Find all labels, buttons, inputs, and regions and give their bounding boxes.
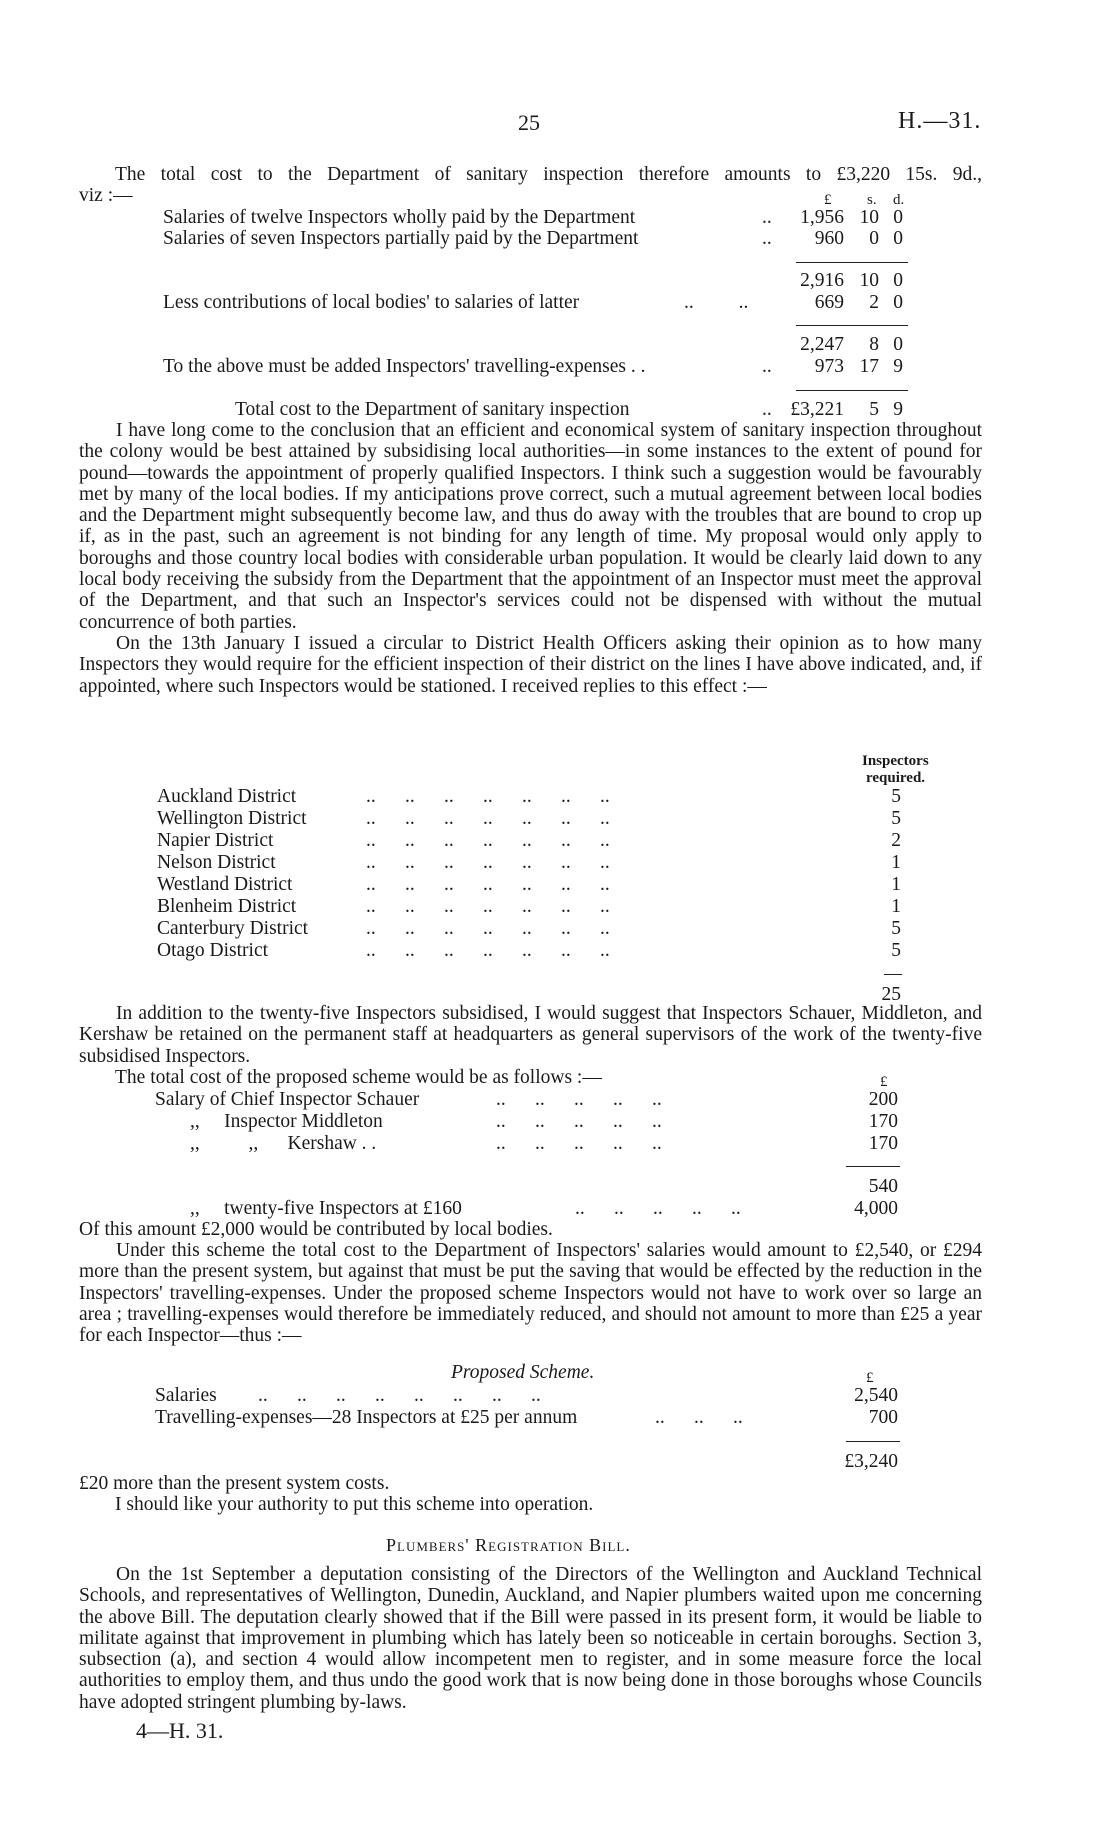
footer-signature: 4—H. 31. bbox=[136, 1718, 224, 1743]
cost-total-pounds: £3,221 bbox=[790, 399, 844, 420]
scheme-leader: .. .. .. .. .. bbox=[496, 1133, 662, 1154]
cost-row-pounds: 1,956 bbox=[800, 207, 844, 228]
proposed-leader: .. .. .. bbox=[655, 1407, 743, 1428]
body-block-3 bbox=[79, 1240, 982, 1346]
district-value: 2 bbox=[891, 830, 901, 851]
scheme-row-label: ,, Inspector Middleton bbox=[190, 1111, 383, 1132]
contribution-line: Of this amount £2,000 would be contributed by local bodies. bbox=[79, 1219, 553, 1240]
cost-row-pounds: 2,247 bbox=[800, 334, 844, 355]
body-block-4 bbox=[79, 1564, 982, 1713]
page-number: 25 bbox=[518, 110, 540, 135]
cost-row-leader: .. .. bbox=[684, 292, 749, 313]
district-value: 1 bbox=[891, 896, 901, 917]
cost-row-pounds: 973 bbox=[814, 356, 844, 377]
proposed-leader: .. .. .. .. .. .. .. .. bbox=[258, 1385, 541, 1406]
cost-row-leader: .. bbox=[762, 207, 772, 228]
proposed-row-label: Salaries bbox=[155, 1385, 217, 1406]
paragraph-plumbers: On the 1st September a deputation consisting of the Directors of the Wellington and Auckland Technical Schools, and representatives of Wellington, Dunedin, Auckland, and Napier plumbers waited upon me concerning the above Bill. The deputation clearly showed that if the Bill were passed in its present form, it would be liable to militate against that improvement in plumbing which has lately been so noticeable in certain boroughs. Section 3, subsection (a), and section 4 would allow incompetent men to register, and in some measure force the local authorities to employ them, and thus undo the good work that is now being done in those boroughs whose Councils have adopted stringent plumbing by-laws. bbox=[79, 1564, 982, 1713]
district-name: Nelson District bbox=[157, 852, 276, 873]
cost-row-pence: 9 bbox=[893, 356, 903, 377]
cost-row-pounds: 960 bbox=[814, 228, 844, 249]
cost-row-label: To the above must be added Inspectors' travelling-expenses . . bbox=[163, 356, 646, 377]
cost-row-pence: 0 bbox=[893, 207, 903, 228]
district-leader: .. .. .. .. .. .. .. bbox=[366, 786, 610, 807]
district-leader: .. .. .. .. .. .. .. bbox=[366, 874, 610, 895]
district-leader: .. .. .. .. .. .. .. bbox=[366, 940, 610, 961]
scheme-leader: .. .. .. .. .. bbox=[575, 1198, 741, 1219]
district-leader: .. .. .. .. .. .. .. bbox=[366, 808, 610, 829]
cost-row-leader: .. bbox=[762, 228, 772, 249]
cost-row-label: Less contributions of local bodies' to salaries of latter bbox=[163, 292, 580, 313]
body-block-2 bbox=[79, 1003, 982, 1067]
cost-rule bbox=[796, 390, 908, 391]
scheme-row-value: 170 bbox=[868, 1133, 898, 1154]
scheme-rule bbox=[846, 1166, 900, 1167]
col-header-pounds: £ bbox=[824, 192, 832, 208]
cost-row-shillings: 10 bbox=[859, 207, 879, 228]
district-value: 5 bbox=[891, 918, 901, 939]
cost-rule bbox=[796, 262, 908, 263]
cost-row-pounds: 669 bbox=[814, 292, 844, 313]
scheme-row-label: ,, ,, Kershaw . . bbox=[190, 1133, 377, 1154]
district-name: Westland District bbox=[157, 874, 293, 895]
districts-total: 25 bbox=[881, 984, 901, 1005]
scheme-leader: .. .. .. .. .. bbox=[496, 1111, 662, 1132]
scheme-row-label: Salary of Chief Inspector Schauer bbox=[155, 1089, 420, 1110]
document-reference: H.—31. bbox=[898, 108, 982, 134]
district-name: Blenheim District bbox=[157, 896, 297, 917]
proposed-currency: £ bbox=[866, 1370, 874, 1386]
scheme-leader: .. .. .. .. .. bbox=[496, 1089, 662, 1110]
col-header-shillings: s. bbox=[867, 192, 877, 208]
district-leader: .. .. .. .. .. .. .. bbox=[366, 830, 610, 851]
col-header-pence: d. bbox=[893, 192, 905, 208]
scheme-row-value: 170 bbox=[868, 1111, 898, 1132]
proposed-row-label: Travelling-expenses—28 Inspectors at £25 per annum bbox=[155, 1407, 578, 1428]
proposed-row-value: 700 bbox=[868, 1407, 898, 1428]
district-name: Napier District bbox=[157, 830, 274, 851]
cost-row-leader: .. bbox=[762, 399, 772, 420]
district-value: 5 bbox=[891, 808, 901, 829]
district-value: 5 bbox=[891, 940, 901, 961]
districts-rule bbox=[884, 974, 902, 975]
cost-row-label: Salaries of twelve Inspectors wholly paid by the Department bbox=[163, 207, 636, 228]
cost-row-pence: 0 bbox=[893, 292, 903, 313]
cost-rule bbox=[796, 325, 908, 326]
proposed-rule bbox=[846, 1441, 900, 1442]
cost-row-label: Salaries of seven Inspectors partially paid by the Department bbox=[163, 228, 639, 249]
proposed-total: £3,240 bbox=[844, 1451, 898, 1472]
intro-viz: viz :— bbox=[79, 185, 133, 206]
cost-row-shillings: 0 bbox=[869, 228, 879, 249]
cost-row-pounds: 2,916 bbox=[800, 270, 844, 291]
district-value: 5 bbox=[891, 786, 901, 807]
district-leader: .. .. .. .. .. .. .. bbox=[366, 896, 610, 917]
scheme-intro: The total cost of the proposed scheme would be as follows :— bbox=[115, 1067, 602, 1088]
scheme-extra-label: ,, twenty-five Inspectors at £160 bbox=[190, 1198, 462, 1219]
cost-row-shillings: 17 bbox=[859, 356, 879, 377]
cost-row-pence: 0 bbox=[893, 270, 903, 291]
district-value: 1 bbox=[891, 874, 901, 895]
district-name: Wellington District bbox=[157, 808, 307, 829]
authority-line: I should like your authority to put this scheme into operation. bbox=[115, 1494, 594, 1515]
paragraph-saving: Under this scheme the total cost to the Department of Inspectors' salaries would amount to £2,540, or £294 more than the present system, but against that must be put the saving that would be effected by the reduction in the Inspectors' travelling-expenses. Under the proposed scheme Inspectors would not have to work over so large an area ; travelling-expenses would therefore be immediately reduced, and should not amount to more than £25 a year for each Inspector—thus :— bbox=[79, 1240, 982, 1347]
cost-total-label: Total cost to the Department of sanitary inspection bbox=[235, 399, 630, 420]
more-line: £20 more than the present system costs. bbox=[79, 1473, 390, 1494]
district-name: Canterbury District bbox=[157, 918, 309, 939]
district-leader: .. .. .. .. .. .. .. bbox=[366, 852, 610, 873]
scheme-extra-value: 4,000 bbox=[854, 1198, 898, 1219]
cost-row-leader: .. bbox=[762, 356, 772, 377]
section-title: Plumbers' Registration Bill. bbox=[386, 1535, 631, 1555]
districts-header: Inspectors bbox=[862, 753, 929, 769]
cost-total-shillings: 5 bbox=[869, 399, 879, 420]
intro-text: The total cost to the Department of sanitary inspection therefore amounts to £3,220 15s. 9d., bbox=[115, 164, 982, 185]
scheme-subtotal: 540 bbox=[868, 1176, 898, 1197]
scheme-row-value: 200 bbox=[868, 1089, 898, 1110]
cost-row-shillings: 8 bbox=[869, 334, 879, 355]
proposed-title: Proposed Scheme. bbox=[451, 1362, 595, 1383]
body-block-1 bbox=[79, 420, 982, 697]
districts-header: required. bbox=[866, 770, 926, 786]
cost-total-pence: 9 bbox=[893, 399, 903, 420]
scheme-currency: £ bbox=[880, 1074, 888, 1090]
district-leader: .. .. .. .. .. .. .. bbox=[366, 918, 610, 939]
paragraph-circular: On the 13th January I issued a circular to District Health Officers asking their opinion as to how many Inspectors they would require for the efficient inspection of their district on the lines I have above indicated, and, if appointed, where such Inspectors would be stationed. I received replies to this effect :— bbox=[79, 632, 982, 697]
district-name: Otago District bbox=[157, 940, 269, 961]
proposed-row-value: 2,540 bbox=[854, 1385, 898, 1406]
cost-row-pence: 0 bbox=[893, 334, 903, 355]
cost-row-shillings: 2 bbox=[869, 292, 879, 313]
cost-row-shillings: 10 bbox=[859, 270, 879, 291]
district-name: Auckland District bbox=[157, 786, 297, 807]
paragraph-subsidy: I have long come to the conclusion that an efficient and economical system of sanitary inspection throughout the colony would be best attained by subsidising local authorities—in some instances to the extent of pound for pound—towards the appointment of properly qualified Inspectors. I think such a suggestion would be favourably met by many of the local bodies. If my anticipations prove correct, such a mutual agreement between local bodies and the Department might subsequently become law, and thus do away with the troubles that are bound to crop up if, as in the past, such an agreement is not binding for any length of time. My proposal would only apply to boroughs and those country local bodies with considerable urban population. It would be clearly laid down to any local body receiving the subsidy from the Department that the appointment of an Inspector must meet the approval of the Department, and that such an Inspector's services could not be dispensed with without the mutual concurrence of both parties. bbox=[79, 420, 982, 633]
district-value: 1 bbox=[891, 852, 901, 873]
cost-row-pence: 0 bbox=[893, 228, 903, 249]
paragraph-supervisors: In addition to the twenty-five Inspectors subsidised, I would suggest that Inspectors Schauer, Middleton, and Kershaw be retained on the permanent staff at headquarters as general supervisors of the work of the twenty-five subsidised Inspectors. bbox=[79, 1003, 982, 1067]
